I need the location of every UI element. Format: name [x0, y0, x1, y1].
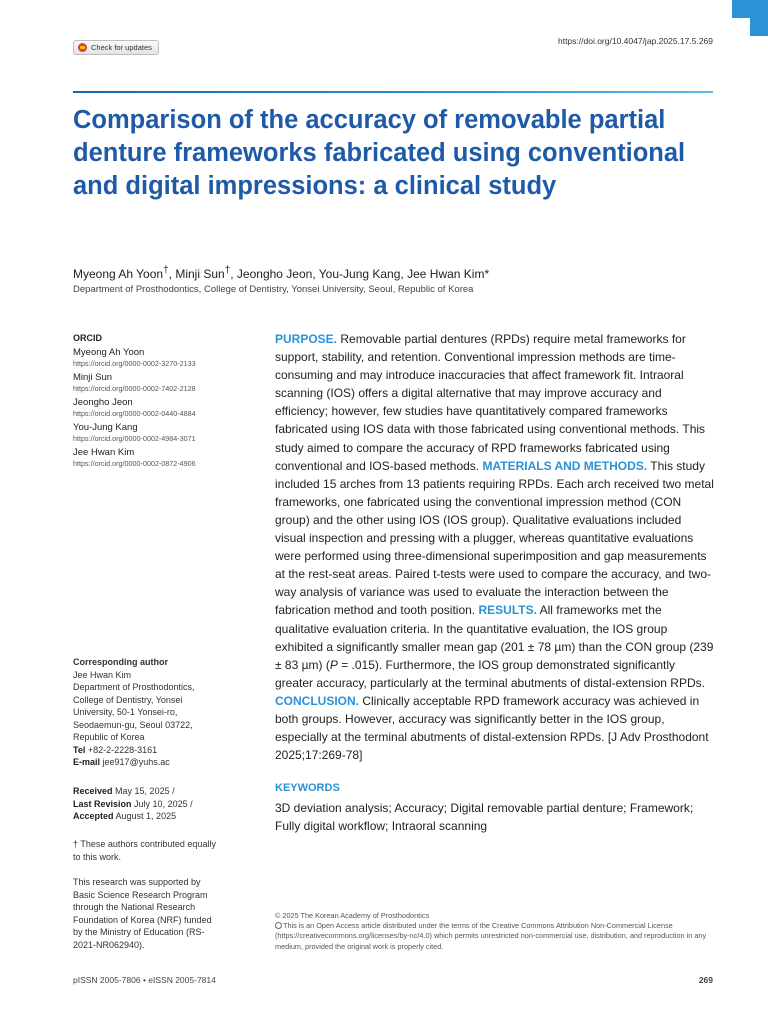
author-name: You-Jung Kang	[318, 267, 401, 281]
corner-accent-block	[732, 0, 768, 18]
tel-value: +82-2-2228-3161	[87, 744, 158, 755]
orcid-author-name: Jeongho Jeon	[73, 396, 133, 408]
methods-heading: MATERIALS AND METHODS.	[482, 458, 648, 473]
keywords-heading: KEYWORDS	[275, 782, 340, 794]
email-link[interactable]: jee917@yuhs.ac	[102, 757, 170, 767]
purpose-heading: PURPOSE.	[275, 332, 338, 346]
orcid-entry	[73, 422, 223, 444]
results-text: All frameworks met the qualitative evaluation criteria. In the quantitative evaluation, the IOS group exhibited a significantly smaller mean gap (201 ± 78 µm) than the CON group (239 ± 83 µm) (	[275, 603, 714, 672]
equal-contribution-text: These authors contributed equally to this work.	[73, 839, 216, 862]
funding-note	[73, 876, 221, 951]
creative-commons-icon	[275, 922, 282, 929]
corner-accent-block-small	[750, 18, 768, 36]
orcid-entry	[73, 447, 223, 469]
check-for-updates-button[interactable]	[73, 40, 159, 55]
issn-footer: pISSN 2005-7806 • eISSN 2005-7814	[73, 975, 216, 985]
author-name: Jeongho Jeon	[236, 267, 313, 281]
author-name: Myeong Ah Yoon	[73, 267, 164, 281]
purpose-text: Removable partial dentures (RPDs) require metal frameworks for support, stability, and retention. Conventional impression methods are time-consuming and may introduce inaccuracies that affect framework fit. Intraoral scanning (IOS) offers a digital alternative that may improve accuracy and efficiency; however, few studies have quantitatively compared frameworks fabricated using IOS data with those fabricated using conventional methods. This study aimed to compare the accuracy of RPD frameworks fabricated using conventional and IOS-based methods.	[275, 332, 706, 473]
crossmark-icon	[78, 43, 87, 52]
orcid-author-name: You-Jung Kang	[73, 421, 138, 433]
copyright-line: © 2025 The Korean Academy of Prosthodontics	[275, 911, 430, 920]
corresponding-heading: Corresponding author	[73, 657, 168, 667]
license-text: This is an Open Access article distributed under the terms of the Creative Commons Attribution Non-Commercial License (https://creativecommons.org/licenses/by-nc/4.0) which permits unrestricted non-commercial use, distribution, and reproduction in any medium, provided the original work is properly cited.	[275, 921, 707, 951]
orcid-author-name: Minji Sun	[73, 371, 113, 383]
received-label: Received	[73, 786, 113, 796]
conclusion-text: Clinically acceptable RPD framework accuracy was achieved in both groups. However, accuracy was significantly better in the IOS group, especially at the terminal abutments of distal-extension RPDs. [J Adv Prosthodont 2025;17:269-78]	[275, 693, 709, 763]
author-affiliation: Department of Prosthodontics, College of Dentistry, Yonsei University, Seoul, Republic of Korea	[73, 284, 474, 295]
abstract	[275, 330, 715, 764]
corresponding-author-section	[73, 656, 223, 769]
author-mark: †	[163, 265, 169, 276]
doi-link[interactable]: https://doi.org/10.4047/jap.2025.17.5.269	[557, 36, 713, 46]
orcid-entry	[73, 347, 223, 369]
header-divider	[73, 91, 713, 93]
p-value-symbol: P	[329, 657, 338, 672]
orcid-link[interactable]: https://orcid.org/0000-0002-0440-4884	[73, 408, 196, 418]
email-label: E-mail	[73, 757, 101, 767]
orcid-entry	[73, 372, 223, 394]
methods-text: This study included 15 arches from 13 patients requiring RPDs. Each arch received two metal frameworks, one fabricated using the conventional impression method (CON group) and the other using IOS (IOS group). Qualitative evaluations included visual inspection and pressing with a plugger, whereas quantitative evaluations were performed using three-dimensional superimposition and gap measurements at the rest-seat areas. Paired t-tests were used to compare the accuracy, and two-way analysis of variance was used to evaluate the interaction between the fabrication method and tooth position.	[275, 458, 714, 618]
tel-label: Tel	[73, 744, 86, 755]
article-dates	[73, 785, 223, 823]
received-date: May 15, 2025 /	[115, 786, 175, 796]
orcid-heading: ORCID	[73, 333, 102, 343]
revision-label: Last Revision	[73, 798, 132, 809]
equal-contribution-note	[73, 838, 223, 863]
funding-text: This research was supported by Basic Science Research Program through the National Research Foundation of Korea (NRF) funded by the Ministry of Education (RS-2021-NR062940).	[73, 877, 212, 950]
author-mark: †	[224, 265, 231, 276]
article-title: Comparison of the accuracy of removable partial denture frameworks fabricated using conventional and digital impressions: a clinical study	[73, 106, 686, 200]
check-for-updates-label: Check for updates	[91, 43, 152, 52]
results-text-cont: = .015). Furthermore, the IOS group demonstrated significantly greater accuracy, particularly at the terminal abutments of distal-extension RPDs.	[275, 657, 705, 690]
page-number: 269	[698, 975, 713, 985]
author-name: Jee Hwan Kim	[407, 267, 485, 281]
orcid-link[interactable]: https://orcid.org/0000-0002-3270-2133	[73, 358, 196, 368]
corresponding-address: Department of Prosthodontics, College of Dentistry, Yonsei University, 50-1 Yonsei-ro, Seodaemun-gu, Seoul 03722, Republic of Korea	[73, 682, 195, 742]
accepted-date: August 1, 2025	[115, 811, 177, 821]
author-list: Myeong Ah Yoon†, Minji Sun†, Jeongho Jeon, You-Jung Kang, Jee Hwan Kim*	[73, 265, 490, 281]
license-notice	[275, 911, 720, 952]
orcid-author-name: Myeong Ah Yoon	[73, 346, 145, 358]
orcid-link[interactable]: https://orcid.org/0000-0002-4984-3071	[73, 433, 196, 443]
orcid-section	[73, 332, 223, 472]
author-mark: *	[484, 267, 490, 281]
orcid-author-name: Jee Hwan Kim	[73, 446, 135, 458]
author-name: Minji Sun	[175, 267, 225, 281]
dagger-mark: †	[73, 839, 79, 849]
orcid-entry	[73, 397, 223, 419]
orcid-link[interactable]: https://orcid.org/0000-0002-7402-2128	[73, 383, 196, 393]
accepted-label: Accepted	[73, 811, 114, 821]
results-heading: RESULTS.	[478, 603, 537, 618]
revision-date: July 10, 2025 /	[134, 798, 193, 809]
orcid-link[interactable]: https://orcid.org/0000-0002-0872-4906	[73, 458, 196, 468]
keywords-text: 3D deviation analysis; Accuracy; Digital removable partial denture; Framework; Fully digital workflow; Intraoral scanning	[275, 801, 694, 833]
corresponding-name: Jee Hwan Kim	[73, 669, 132, 680]
conclusion-heading: CONCLUSION.	[275, 693, 359, 708]
